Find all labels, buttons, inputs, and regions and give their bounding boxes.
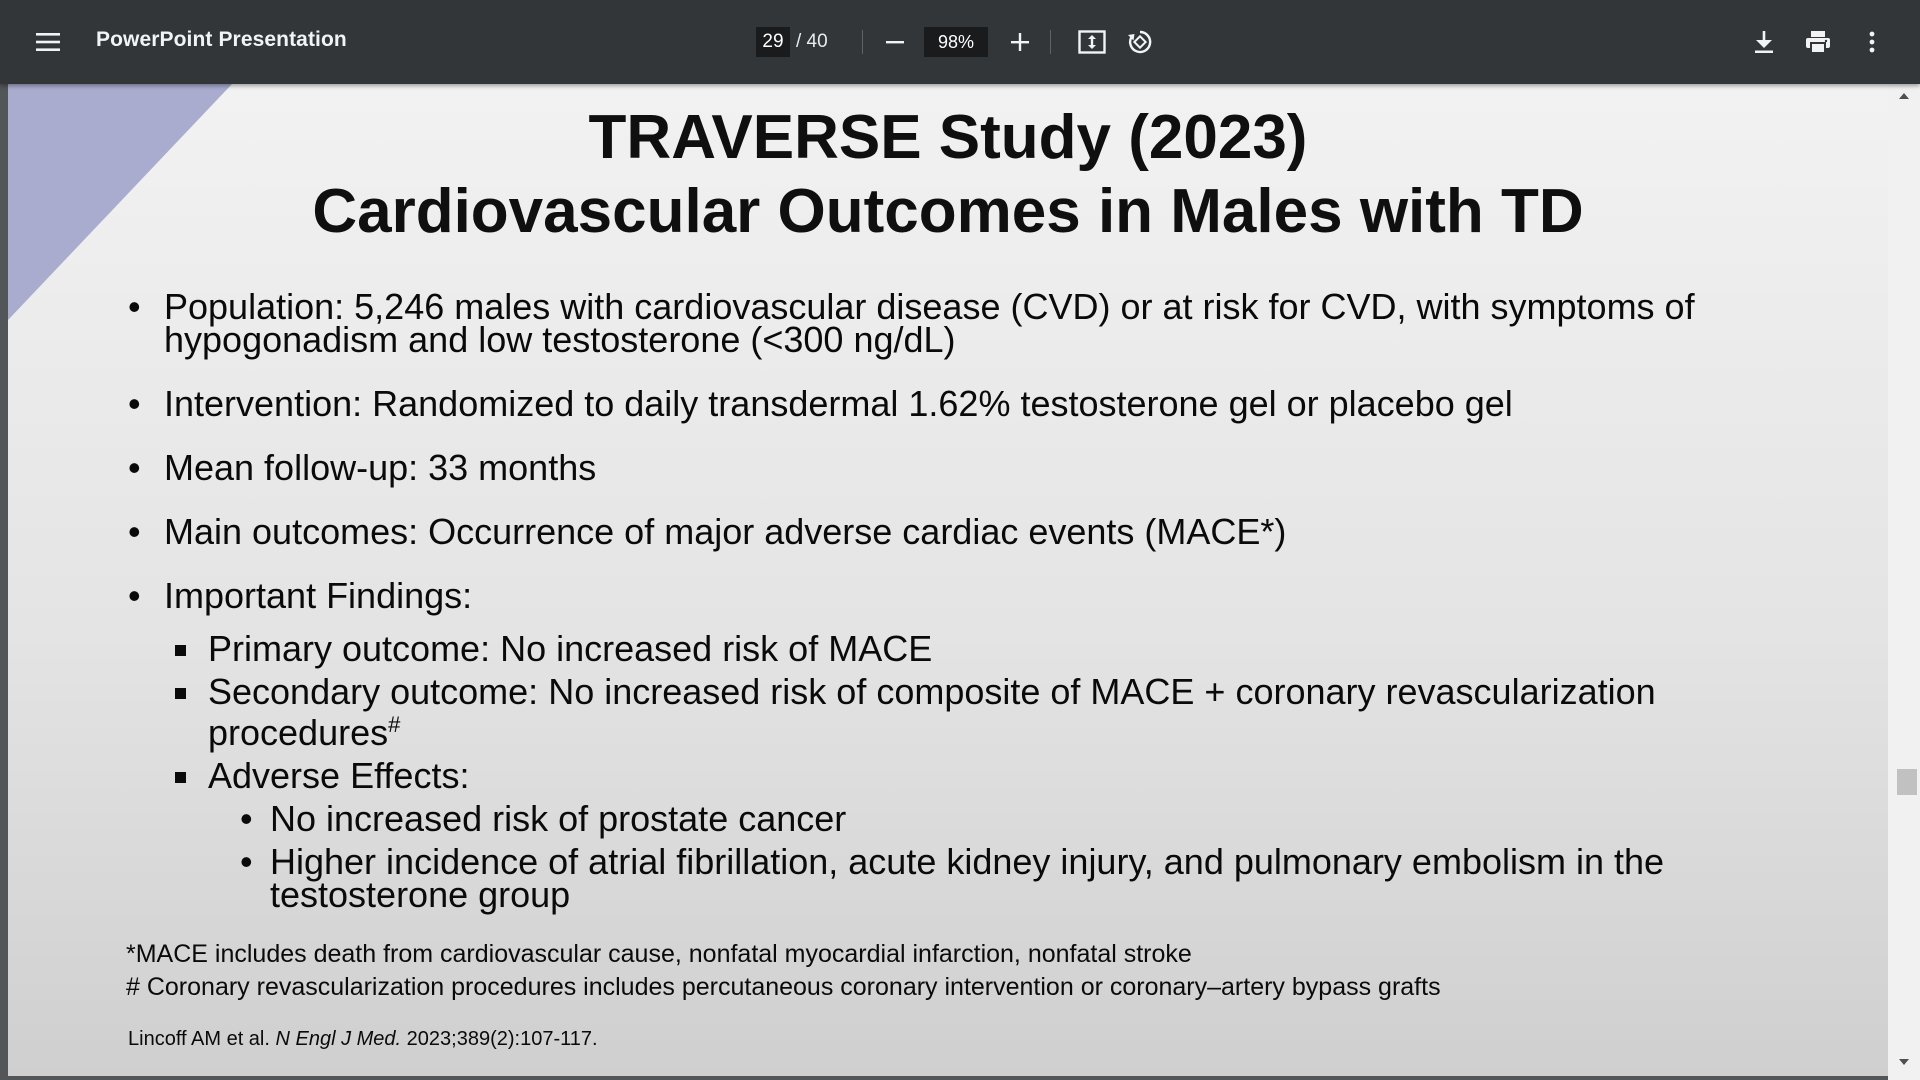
scroll-down-arrow-icon[interactable]: [1898, 1058, 1910, 1066]
print-icon[interactable]: [1798, 22, 1838, 62]
page-total: / 40: [796, 31, 828, 52]
menu-icon[interactable]: [28, 22, 68, 62]
sub-bullet-primary-outcome: Primary outcome: No increased risk of MACE: [128, 632, 1788, 665]
sub-bullet-secondary-outcome: [128, 671, 1788, 753]
scroll-up-arrow-icon[interactable]: [1898, 92, 1910, 100]
zoom-in-icon[interactable]: [1002, 24, 1038, 60]
secondary-outcome-superscript: #: [388, 712, 401, 737]
pdf-toolbar: [0, 0, 1920, 84]
scrollbar-thumb[interactable]: [1897, 769, 1917, 795]
citation-journal: N Engl J Med.: [275, 1028, 402, 1050]
sub-bullet-adverse-effects: Adverse Effects:: [128, 759, 1788, 792]
rotate-icon[interactable]: [1122, 24, 1158, 60]
footnote-mace: *MACE includes death from cardiovascular cause, nonfatal myocardial infarction, nonfatal stroke: [126, 940, 1192, 968]
toolbar-divider: [862, 30, 863, 54]
slide-page: [8, 84, 1888, 1076]
vertical-scrollbar[interactable]: [1888, 84, 1920, 1080]
more-vert-icon[interactable]: [1852, 22, 1892, 62]
zoom-level-input[interactable]: 98%: [924, 27, 988, 57]
sub-sub-bullet-incidence: • Higher incidence of atrial fibrillation, acute kidney injury, and pulmonary embolism in the testosterone group: [128, 845, 1788, 911]
fit-page-icon[interactable]: [1074, 24, 1110, 60]
citation: [128, 1028, 598, 1051]
bullet-important-findings: • Important Findings:: [128, 579, 1788, 612]
zoom-out-icon[interactable]: [878, 24, 912, 60]
citation-authors: Lincoff AM et al.: [128, 1028, 276, 1050]
bullet-list: [128, 286, 1788, 921]
document-title: PowerPoint Presentation: [96, 28, 347, 51]
bullet-population: • Population: 5,246 males with cardiovascular disease (CVD) or at risk for CVD, with symptoms of hypogonadism and low testosterone (<300 ng/dL): [128, 290, 1788, 356]
footnote-revascularization: # Coronary revascularization procedures includes percutaneous coronary intervention or coronary–artery bypass grafts: [126, 973, 1441, 1001]
citation-reference: 2023;389(2):107-117.: [401, 1028, 598, 1050]
bullet-main-outcomes: • Main outcomes: Occurrence of major adverse cardiac events (MACE*): [128, 515, 1788, 548]
sub-sub-bullet-prostate: • No increased risk of prostate cancer: [128, 802, 1788, 835]
bullet-follow-up: • Mean follow-up: 33 months: [128, 451, 1788, 484]
slide-title-line1: TRAVERSE Study (2023): [588, 103, 1308, 172]
bullet-intervention: • Intervention: Randomized to daily transdermal 1.62% testosterone gel or placebo gel: [128, 387, 1788, 420]
page-number-input[interactable]: 29: [756, 27, 790, 57]
download-icon[interactable]: [1744, 22, 1784, 62]
slide-title-line2: Cardiovascular Outcomes in Males with TD: [312, 177, 1584, 246]
toolbar-divider: [1050, 30, 1051, 54]
footnotes: [126, 938, 1441, 1004]
secondary-outcome-text: Secondary outcome: No increased risk of composite of MACE + coronary revascularization procedures: [208, 671, 1656, 753]
